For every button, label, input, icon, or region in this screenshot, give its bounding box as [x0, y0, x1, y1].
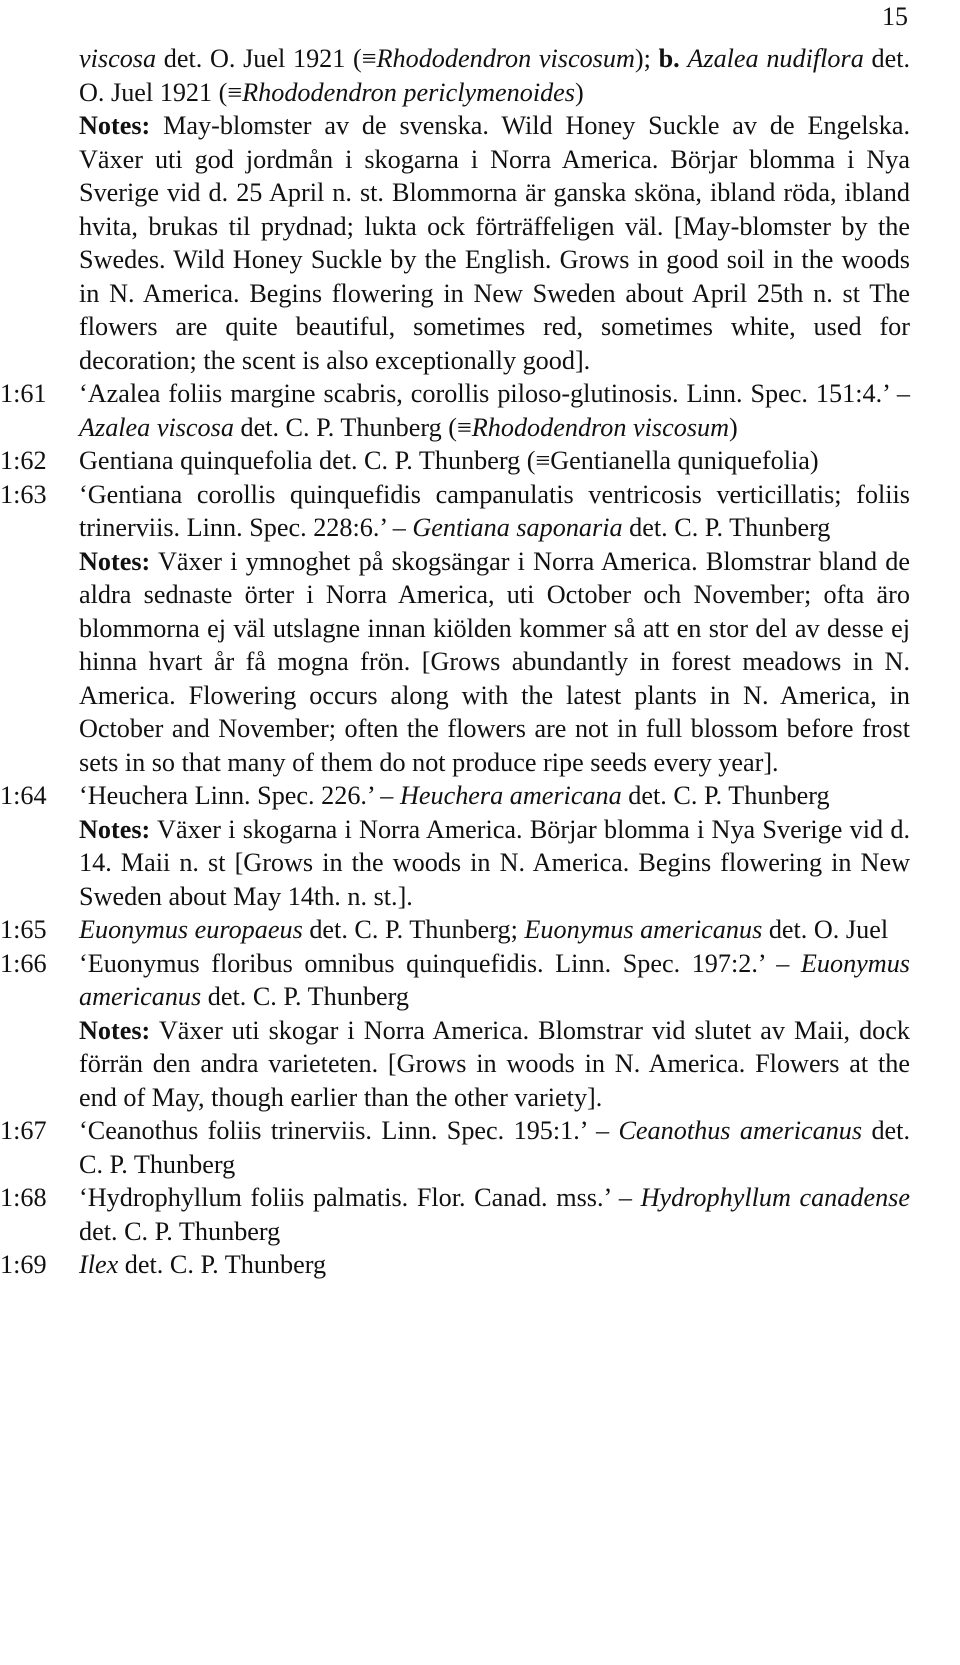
taxon-name: Euonymus europaeus — [79, 915, 303, 944]
entry-1-62 — [0, 444, 910, 478]
entry-number: 1:62 — [0, 446, 47, 475]
entry-continued — [0, 42, 910, 377]
text-segment: det. C. P. Thunberg — [621, 781, 830, 810]
entry-paragraph — [79, 1181, 910, 1248]
taxon-name: Ceanothus americanus — [618, 1116, 863, 1145]
text-segment: ‘Hydrophyllum foliis palmatis. Flor. Canad. mss.’ – — [79, 1183, 641, 1212]
entry-text — [79, 444, 910, 478]
taxon-name: viscosa — [79, 44, 157, 73]
notes-label: Notes: — [79, 111, 151, 140]
notes-label: Notes: — [79, 1015, 151, 1045]
page-number: 15 — [882, 2, 908, 31]
text-segment: det. C. P. Thunberg; — [302, 915, 525, 944]
text-segment: ) — [575, 77, 584, 107]
taxon-name: Rhododendron periclymenoides — [242, 77, 575, 107]
entry-1-64 — [0, 779, 910, 913]
taxon-name: Heuchera americana — [399, 781, 622, 810]
text-segment: det. C. P. Thunberg — [79, 1116, 910, 1179]
entry-text — [79, 779, 910, 913]
entry-number: 1:69 — [0, 1250, 47, 1279]
text-segment: det. O. Juel — [762, 915, 889, 944]
taxon-name: Hydrophyllum canadense — [640, 1183, 910, 1212]
text-segment: ‘Ceanothus foliis trinerviis. Linn. Spec. 195:1.’ – — [79, 1116, 619, 1145]
notes-label: Notes: — [79, 546, 151, 576]
entry-paragraph — [79, 779, 910, 813]
text-segment: ‘Gentiana corollis quinquefidis campanulatis ventricosis verticillatis; foliis trinerviis. Linn. Spec. 228:6.’ – — [79, 479, 910, 542]
entry-1-67 — [0, 1114, 910, 1181]
taxon-name: Euonymus americanus — [79, 948, 910, 1011]
taxon-name: Euonymus americanus — [524, 915, 763, 944]
entry-text — [79, 1114, 910, 1181]
entry-text — [79, 913, 910, 947]
text-segment: Gentiana quinquefolia det. C. P. Thunberg (≡Gentianella quniquefolia) — [79, 446, 819, 475]
text-segment: det. C. P. Thunberg — [201, 982, 410, 1011]
taxon-name: Rhododendron viscosum — [471, 412, 730, 442]
text-segment: det. O. Juel 1921 (≡ — [156, 44, 377, 73]
entry-1-68 — [0, 1181, 910, 1248]
text-segment: ‘Azalea foliis margine scabris, corollis piloso-glutinosis. Linn. Spec. 151:4.’ – — [79, 379, 910, 408]
entry-text — [79, 42, 910, 377]
entry-paragraph — [79, 947, 910, 1014]
variety-label: b. — [658, 44, 680, 73]
taxon-name: Azalea viscosa — [79, 412, 234, 442]
entry-paragraph — [79, 42, 910, 109]
entry-paragraph — [79, 1248, 910, 1282]
entry-1-65 — [0, 913, 910, 947]
text-segment: ) — [729, 412, 738, 442]
text-segment: det. O. Juel 1921 (≡ — [79, 44, 911, 107]
entry-number: 1:61 — [0, 379, 47, 408]
entry-1-69 — [0, 1248, 910, 1282]
entry-1-66 — [0, 947, 910, 1115]
entry-text — [79, 478, 910, 780]
text-segment: det. C. P. Thunberg — [79, 1216, 281, 1246]
entry-text — [79, 1248, 910, 1282]
text-segment: ‘Heuchera Linn. Spec. 226.’ – — [79, 781, 400, 810]
entry-paragraph — [79, 377, 910, 444]
text-segment: det. C. P. Thunberg — [622, 513, 831, 542]
taxon-name: Azalea nudiflora — [687, 44, 864, 73]
text-segment: ‘Euonymus floribus omnibus quinquefidis. Linn. Spec. 197:2.’ – — [79, 948, 801, 978]
entry-number: 1:65 — [0, 915, 47, 944]
entry-text — [79, 1181, 910, 1248]
entry-paragraph — [79, 478, 910, 545]
entry-1-61 — [0, 377, 910, 444]
text-segment: det. C. P. Thunberg — [118, 1250, 327, 1279]
text-segment: May-blomster av de svenska. Wild Honey Suckle av de Engelska. Växer uti god jordmån i skogarna i Norra America. Börjar blomma i Nya Sverige vid d. 25 April n. st. Blommorna är ganska sköna, ibland röda, ibland hvita, brukas til prydnad; lukta ock förträffeligen väl. [May-blomster by the Swedes. Wild Honey Suckle by the English. Grows in good soil in the woods in N. America. Begins flowering in New Sweden about April 25th n. st The flowers are quite beautiful, sometimes red, sometimes white, used for decoration; the scent is also exceptionally good]. — [79, 111, 910, 375]
entry-number: 1:63 — [0, 479, 47, 509]
notes-paragraph — [79, 813, 910, 914]
document-body — [0, 42, 910, 1282]
entry-1-63 — [0, 478, 910, 780]
entry-paragraph — [79, 913, 910, 947]
entry-number: 1:68 — [0, 1183, 47, 1212]
taxon-name: Rhododendron viscosum — [376, 44, 635, 73]
entry-number: 1:66 — [0, 948, 47, 978]
text-segment: det. C. P. Thunberg (≡ — [233, 412, 472, 442]
text-segment: ); — [634, 44, 659, 73]
text-segment: Växer uti skogar i Norra America. Blomstrar vid slutet av Maii, dock förrän den andra varieteten. [Grows in woods in N. America. Flowers at the end of May, though earlier than the other variety]. — [79, 1015, 910, 1112]
entry-text — [79, 377, 910, 444]
text-segment: Växer i ymnoghet på skogsängar i Norra America. Blomstrar bland de aldra sednaste örter i Norra America, uti October och November; ofta äro blommorna ej väl utslagne innan kiölden kommer så att en stor del av desse ej hinna hvart år få mogna frön. [Grows abundantly in forest meadows in N. America. Flowering occurs along with the latest plants in N. America, in October and November; often the flowers are not in full blossom before frost sets in so that many of them do not produce ripe seeds every year]. — [79, 546, 910, 777]
taxon-name: Ilex — [79, 1250, 119, 1279]
entry-paragraph — [79, 1114, 910, 1181]
notes-label: Notes: — [79, 814, 151, 844]
notes-paragraph — [79, 1014, 910, 1115]
text-segment: Växer i skogarna i Norra America. Börjar blomma i Nya Sverige vid d. 14. Maii n. st [Grows in the woods in N. America. Begins flowering in New Sweden about May 14th. n. st.]. — [79, 814, 910, 911]
entry-paragraph — [79, 444, 910, 478]
entry-number: 1:67 — [0, 1116, 47, 1145]
notes-paragraph — [79, 545, 910, 780]
taxon-name: Gentiana saponaria — [412, 513, 623, 542]
entry-number: 1:64 — [0, 781, 47, 810]
notes-paragraph — [79, 109, 910, 377]
entry-text — [79, 947, 910, 1115]
